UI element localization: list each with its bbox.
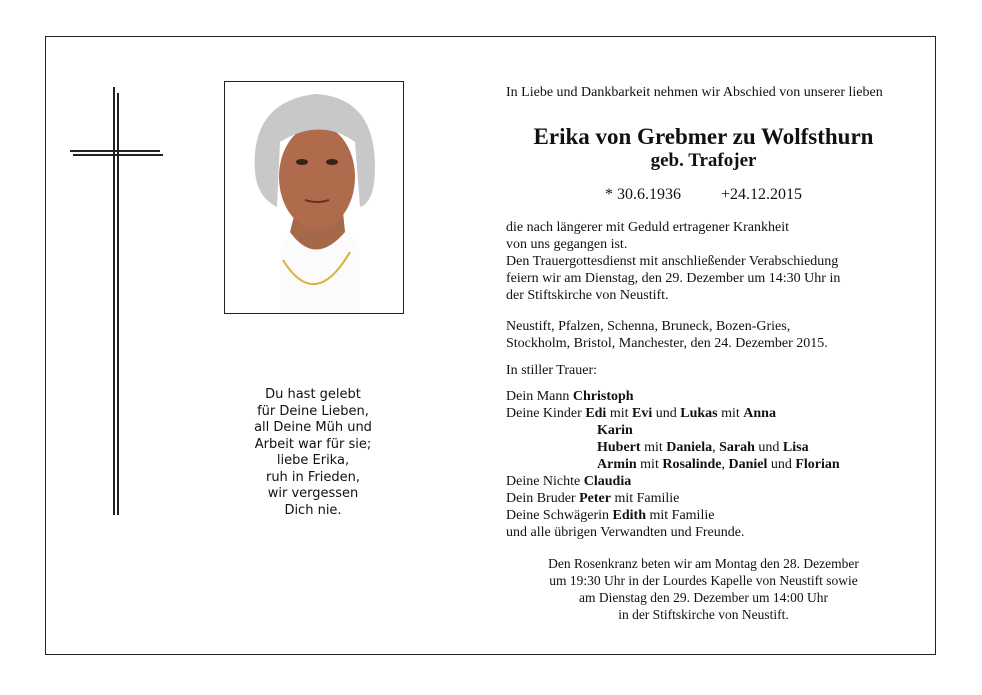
family-text: und (754, 440, 783, 455)
family-text: und (652, 406, 681, 421)
text-line: von uns gegangen ist. (506, 237, 628, 252)
family-text: mit (717, 406, 744, 421)
text-line: der Stiftskirche von Neustift. (506, 288, 669, 303)
family-text: Deine Kinder (506, 406, 586, 421)
text-line: feiern wir am Dienstag, den 29. Dezember um 14:30 Uhr in (506, 271, 841, 286)
deceased-name: Erika von Grebmer zu Wolfsthurn (533, 124, 874, 149)
family-member-name: Edi (585, 406, 607, 421)
poem-line: ruh in Frieden, (265, 469, 361, 485)
family-text: mit (640, 440, 667, 455)
rosary-paragraph (506, 555, 901, 623)
mourning-label: In stiller Trauer: (506, 363, 597, 378)
family-member-name: Lisa (782, 440, 809, 455)
text-line: am Dienstag den 29. Dezember um 14:00 Uhr (579, 590, 828, 605)
notice-text (506, 84, 901, 623)
family-member-name: Hubert (597, 440, 641, 455)
memorial-poem (213, 387, 413, 519)
family-member-name: Rosalinde (662, 457, 722, 472)
birth-date: * 30.6.1936 (604, 186, 681, 203)
text-line: in der Stiftskirche von Neustift. (618, 607, 789, 622)
poem-line: Du hast gelebt (265, 387, 361, 402)
family-member-name: Christoph (572, 389, 634, 404)
family-member-name: Lukas (680, 406, 718, 421)
family-line (506, 490, 901, 507)
family-text: mit Familie (610, 491, 680, 506)
life-dates (506, 185, 901, 205)
family-line (506, 405, 901, 422)
family-text: Dein Mann (506, 389, 573, 404)
family-member-name: Edith (612, 508, 646, 523)
family-text: , (712, 440, 720, 455)
family-text: mit (636, 457, 663, 472)
family-text: Dein Bruder (506, 491, 580, 506)
family-member-name: Claudia (583, 474, 632, 489)
family-member-name: Daniela (666, 440, 713, 455)
family-line (506, 439, 901, 456)
text-line: Stockholm, Bristol, Manchester, den 24. Dezember 2015. (506, 336, 828, 351)
family-line (506, 473, 901, 490)
family-line (506, 507, 901, 524)
poem-line: all Deine Müh und (254, 420, 372, 435)
family-member-name: Florian (795, 457, 840, 472)
poem-line: liebe Erika, (276, 453, 350, 468)
family-line (506, 388, 901, 405)
family-text: mit (606, 406, 632, 421)
poem-line: Dich nie. (284, 502, 342, 518)
family-member-name: Evi (632, 406, 653, 421)
family-text: mit Familie (646, 508, 715, 523)
family-text: Deine Nichte (506, 474, 584, 489)
text-line: Den Trauergottesdienst mit anschließender Verabschiedung (506, 254, 839, 269)
family-member-name: Peter (579, 491, 611, 506)
family-line (506, 524, 901, 541)
family-text: und (767, 457, 796, 472)
family-text: und alle übrigen Verwandten und Freunde. (506, 525, 745, 540)
poem-line: für Deine Lieben, (257, 403, 369, 419)
family-member-name: Anna (743, 406, 776, 421)
portrait-photo (224, 81, 404, 314)
places-paragraph (506, 318, 901, 352)
family-member-name: Daniel (728, 457, 768, 472)
family-list (506, 388, 901, 541)
text-line: Den Rosenkranz beten wir am Montag den 28. Dezember (548, 556, 859, 571)
death-date: +24.12.2015 (720, 186, 803, 203)
text-line: die nach längerer mit Geduld ertragener Krankheit (506, 220, 789, 235)
family-member-name: Armin (597, 457, 637, 472)
text-line: um 19:30 Uhr in der Lourdes Kapelle von Neustift sowie (549, 573, 858, 588)
intro-text: In Liebe und Dankbarkeit nehmen wir Abschied von unserer lieben (506, 85, 883, 100)
family-text: , (721, 457, 729, 472)
poem-line: Arbeit war für sie; (254, 436, 372, 452)
family-member-name: Sarah (719, 440, 755, 455)
family-line (506, 456, 901, 473)
text-line: Neustift, Pfalzen, Schenna, Bruneck, Bozen-Gries, (506, 319, 791, 334)
family-line (506, 422, 901, 439)
maiden-name: geb. Trafojer (650, 150, 757, 171)
family-member-name: Karin (597, 423, 633, 438)
announcement-paragraph (506, 219, 901, 304)
poem-line: wir vergessen (267, 486, 359, 501)
family-text: Deine Schwägerin (506, 508, 613, 523)
